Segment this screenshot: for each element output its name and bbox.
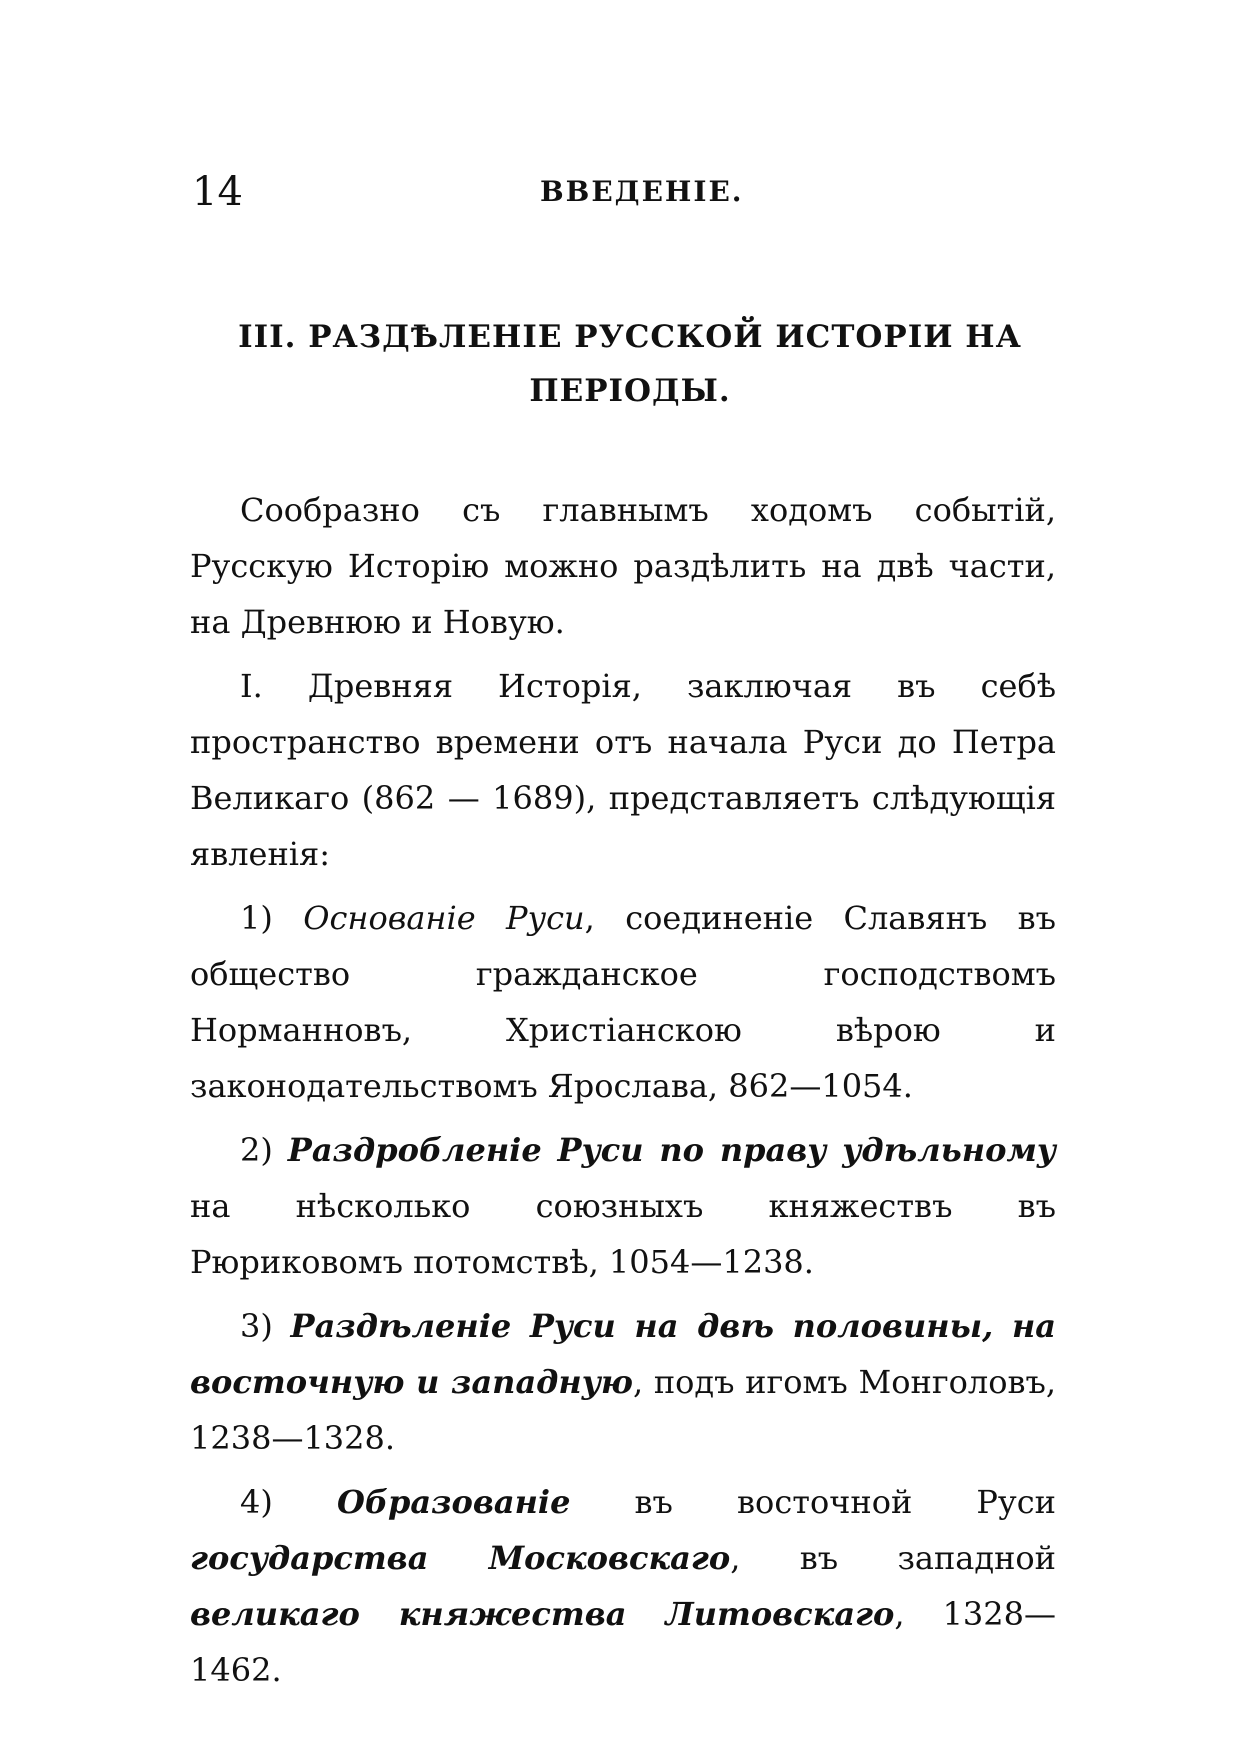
item-text: въ восточной Руси — [570, 1483, 1057, 1521]
list-item-2 — [190, 1122, 1056, 1290]
item-text: на нѣсколько союзныхъ княжествъ въ Рюриковомъ потомствѣ, 1054—1238. — [190, 1187, 1056, 1281]
item-title-state: государства Московскаго — [190, 1539, 731, 1577]
item-title: Раздробленіе Руси по праву удѣльному — [287, 1131, 1057, 1169]
item-number: 1) — [240, 899, 273, 937]
item-number: 4) — [240, 1483, 273, 1521]
running-title: ВВЕДЕНІЕ. — [540, 175, 744, 208]
section-heading-line2: ПЕРІОДЫ. — [529, 373, 731, 409]
section-heading-line1: III. РАЗДѢЛЕНІЕ РУССКОЙ ИСТОРІИ НА — [238, 319, 1022, 355]
item-title: Раздѣленіе Руси на двѣ половины, на восточную и западную — [190, 1307, 1057, 1401]
item-title: Образованіе — [336, 1483, 571, 1521]
paragraph-ancient-history: I. Древняя Исторія, заключая въ себѣ пространство времени отъ начала Руси до Петра Великаго (862 — 1689), представляетъ слѣдующія явленія: — [190, 667, 1056, 873]
section-heading — [210, 310, 1050, 418]
item-number: 3) — [240, 1307, 273, 1345]
item-text: , 1328—1462. — [190, 1595, 1057, 1689]
body-text — [190, 482, 1056, 1698]
page-number: 14 — [192, 169, 243, 215]
item-text: , соединеніе Славянъ въ общество гражданское господствомъ Норманновъ, Христіанскою вѣрою и законодательствомъ Ярослава, 862—1054. — [190, 899, 1057, 1105]
item-text: , въ западной — [730, 1539, 1057, 1577]
item-number: 2) — [240, 1131, 273, 1169]
paragraph-intro: Сообразно съ главнымъ ходомъ событій, Русскую Исторію можно раздѣлить на двѣ части, на Древнюю и Новую. — [190, 491, 1056, 641]
item-text: , подъ игомъ Монголовъ, 1238—1328. — [190, 1363, 1057, 1457]
list-item-4 — [190, 1474, 1056, 1698]
item-title: Основаніе Руси — [303, 899, 585, 937]
list-item-3 — [190, 1298, 1056, 1466]
item-title-principality: великаго княжества Литовскаго — [190, 1595, 895, 1633]
list-item-1 — [190, 890, 1056, 1114]
